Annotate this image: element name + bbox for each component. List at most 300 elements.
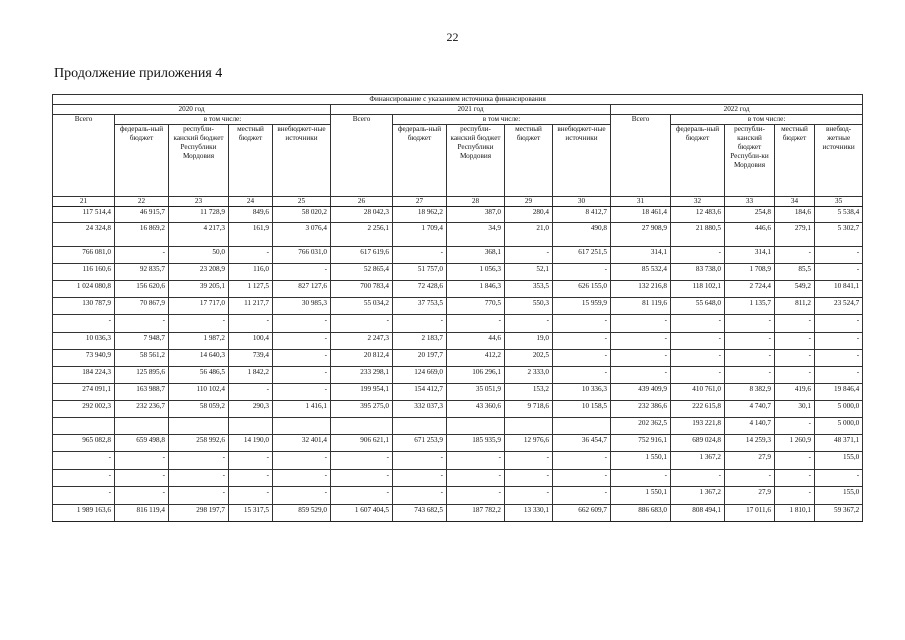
- table-cell: 39 205,1: [169, 281, 229, 298]
- table-row: [53, 435, 863, 452]
- table-cell: -: [393, 315, 447, 333]
- table-cell: 21 880,5: [671, 223, 725, 247]
- table-cell: 8 412,7: [553, 207, 611, 223]
- table-row: [53, 418, 863, 435]
- table-cell: 5 000,0: [815, 418, 863, 435]
- table-cell: 439 409,9: [611, 384, 671, 401]
- table-cell: 743 682,5: [393, 505, 447, 522]
- table-cell: 27 908,9: [611, 223, 671, 247]
- table-cell: 15 959,9: [553, 298, 611, 315]
- table-cell: -: [553, 487, 611, 505]
- table-cell: -: [169, 470, 229, 487]
- table-cell: 849,6: [229, 207, 273, 223]
- table-cell: 827 127,6: [273, 281, 331, 298]
- table-cell: 130 787,9: [53, 298, 115, 315]
- local-budget-2020-header: местный бюджет: [229, 125, 273, 197]
- table-cell: 27,9: [725, 487, 775, 505]
- table-cell: 752 916,1: [611, 435, 671, 452]
- total-2020-header: Всего: [53, 115, 115, 197]
- year-2020-header: 2020 год: [53, 105, 331, 115]
- table-cell: 28 042,3: [331, 207, 393, 223]
- table-cell: 1 709,4: [393, 223, 447, 247]
- column-number: 24: [229, 197, 273, 207]
- year-2021-header: 2021 год: [331, 105, 611, 115]
- table-cell: -: [775, 350, 815, 367]
- table-cell: 124 669,0: [393, 367, 447, 384]
- table-cell: -: [505, 452, 553, 470]
- table-cell: 410 761,0: [671, 384, 725, 401]
- table-cell: 51 757,0: [393, 264, 447, 281]
- table-cell: -: [815, 350, 863, 367]
- table-cell: [331, 418, 393, 435]
- table-cell: -: [505, 470, 553, 487]
- table-row: [53, 350, 863, 367]
- table-cell: 184,6: [775, 207, 815, 223]
- table-cell: 14 640,3: [169, 350, 229, 367]
- table-cell: -: [273, 487, 331, 505]
- table-cell: 659 498,8: [115, 435, 169, 452]
- table-cell: -: [229, 470, 273, 487]
- table-title: Финансирование с указанием источника финансирования: [53, 95, 863, 105]
- column-number: 31: [611, 197, 671, 207]
- table-cell: 314,1: [611, 247, 671, 264]
- table-cell: -: [553, 452, 611, 470]
- table-cell: -: [671, 247, 725, 264]
- table-row: [53, 281, 863, 298]
- table-cell: -: [331, 452, 393, 470]
- total-row: [53, 505, 863, 522]
- table-cell: 70 867,9: [115, 298, 169, 315]
- table-cell: -: [393, 247, 447, 264]
- table-cell: 32 401,4: [273, 435, 331, 452]
- table-cell: 13 330,1: [505, 505, 553, 522]
- table-cell: 1 846,3: [447, 281, 505, 298]
- table-cell: 11 728,9: [169, 207, 229, 223]
- table-cell: 24 324,8: [53, 223, 115, 247]
- extrabudget-2020-header: внебюджет-ные источники: [273, 125, 331, 197]
- table-cell: 46 915,7: [115, 207, 169, 223]
- table-cell: -: [775, 470, 815, 487]
- table-cell: -: [671, 470, 725, 487]
- table-cell: 232 386,6: [611, 401, 671, 418]
- table-cell: 155,0: [815, 487, 863, 505]
- column-number: 33: [725, 197, 775, 207]
- total-2022-header: Всего: [611, 115, 671, 197]
- table-cell: 153,2: [505, 384, 553, 401]
- table-cell: 1 367,2: [671, 452, 725, 470]
- republic-budget-2022-header: республи-канский бюджет Республи-ки Мордовия: [725, 125, 775, 197]
- table-cell: 187 782,2: [447, 505, 505, 522]
- table-cell: 81 119,6: [611, 298, 671, 315]
- table-cell: 20 197,7: [393, 350, 447, 367]
- table-cell: 626 155,0: [553, 281, 611, 298]
- table-cell: 1 708,9: [725, 264, 775, 281]
- table-cell: 37 753,5: [393, 298, 447, 315]
- table-cell: 290,3: [229, 401, 273, 418]
- extrabudget-2022-header: внебюд-жетные источники: [815, 125, 863, 197]
- table-cell: 1 987,2: [169, 333, 229, 350]
- table-cell: 662 609,7: [553, 505, 611, 522]
- table-cell: -: [53, 470, 115, 487]
- including-2021-header: в том числе:: [393, 115, 611, 125]
- table-cell: -: [331, 487, 393, 505]
- table-cell: 1 056,3: [447, 264, 505, 281]
- table-cell: 1 607 404,5: [331, 505, 393, 522]
- table-cell: 85,5: [775, 264, 815, 281]
- table-cell: -: [611, 367, 671, 384]
- table-cell: -: [611, 350, 671, 367]
- including-2022-header: в том числе:: [671, 115, 863, 125]
- table-cell: 118 102,1: [671, 281, 725, 298]
- table-cell: 332 037,3: [393, 401, 447, 418]
- table-cell: -: [331, 315, 393, 333]
- table-cell: -: [393, 487, 447, 505]
- table-cell: 202 362,5: [611, 418, 671, 435]
- table-cell: 549,2: [775, 281, 815, 298]
- table-cell: 110 102,4: [169, 384, 229, 401]
- table-row: [53, 264, 863, 281]
- table-cell: [53, 418, 115, 435]
- column-number: 27: [393, 197, 447, 207]
- table-cell: 739,4: [229, 350, 273, 367]
- table-cell: 314,1: [725, 247, 775, 264]
- table-cell: -: [815, 264, 863, 281]
- table-cell: -: [393, 470, 447, 487]
- table-cell: -: [505, 487, 553, 505]
- table-cell: 886 683,0: [611, 505, 671, 522]
- republic-budget-2021-header: республи-канский бюджет Республики Мордовия: [447, 125, 505, 197]
- table-cell: [393, 418, 447, 435]
- table-cell: 55 648,0: [671, 298, 725, 315]
- table-cell: -: [815, 247, 863, 264]
- table-cell: -: [169, 315, 229, 333]
- page-number: 22: [446, 30, 459, 44]
- table-cell: -: [671, 333, 725, 350]
- table-cell: 222 615,8: [671, 401, 725, 418]
- table-cell: 292 002,3: [53, 401, 115, 418]
- table-cell: 10 036,3: [53, 333, 115, 350]
- table-cell: -: [611, 315, 671, 333]
- table-cell: 550,3: [505, 298, 553, 315]
- table-cell: [169, 418, 229, 435]
- table-row: [53, 367, 863, 384]
- table-cell: 12 976,6: [505, 435, 553, 452]
- table-cell: 199 954,1: [331, 384, 393, 401]
- table-cell: 671 253,9: [393, 435, 447, 452]
- table-cell: 43 360,6: [447, 401, 505, 418]
- table-cell: -: [273, 350, 331, 367]
- table-cell: -: [115, 487, 169, 505]
- federal-budget-2022-header: федераль-ный бюджет: [671, 125, 725, 197]
- table-cell: -: [553, 315, 611, 333]
- table-cell: 2 183,7: [393, 333, 447, 350]
- table-cell: 4 217,3: [169, 223, 229, 247]
- table-row: [53, 470, 863, 487]
- table-cell: 156 620,6: [115, 281, 169, 298]
- table-cell: -: [229, 315, 273, 333]
- table-cell: -: [273, 367, 331, 384]
- table-cell: 808 494,1: [671, 505, 725, 522]
- table-cell: -: [229, 452, 273, 470]
- table-cell: [115, 418, 169, 435]
- table-cell: -: [447, 452, 505, 470]
- table-cell: 30,1: [775, 401, 815, 418]
- table-cell: -: [393, 452, 447, 470]
- table-cell: 2 724,4: [725, 281, 775, 298]
- table-cell: -: [447, 487, 505, 505]
- table-cell: 3 076,4: [273, 223, 331, 247]
- table-cell: -: [115, 247, 169, 264]
- table-cell: 23 208,9: [169, 264, 229, 281]
- table-cell: 1 842,2: [229, 367, 273, 384]
- table-cell: 689 024,8: [671, 435, 725, 452]
- table-cell: 73 940,9: [53, 350, 115, 367]
- table-cell: [505, 418, 553, 435]
- table-cell: 2 256,1: [331, 223, 393, 247]
- table-cell: 811,2: [775, 298, 815, 315]
- table-cell: 906 621,1: [331, 435, 393, 452]
- table-cell: 4 740,7: [725, 401, 775, 418]
- table-cell: 15 317,5: [229, 505, 273, 522]
- table-cell: -: [115, 315, 169, 333]
- table-cell: 700 783,4: [331, 281, 393, 298]
- table-cell: 5 538,4: [815, 207, 863, 223]
- table-cell: 85 532,4: [611, 264, 671, 281]
- table-cell: [273, 418, 331, 435]
- table-cell: 816 119,4: [115, 505, 169, 522]
- table-cell: 83 738,0: [671, 264, 725, 281]
- column-number: 25: [273, 197, 331, 207]
- column-number: 23: [169, 197, 229, 207]
- table-cell: 16 869,2: [115, 223, 169, 247]
- table-cell: 617 251,5: [553, 247, 611, 264]
- column-number: 28: [447, 197, 505, 207]
- table-cell: 1 135,7: [725, 298, 775, 315]
- table-cell: -: [553, 333, 611, 350]
- table-cell: 52,1: [505, 264, 553, 281]
- table-cell: 36 454,7: [553, 435, 611, 452]
- table-cell: -: [273, 452, 331, 470]
- table-cell: -: [553, 470, 611, 487]
- table-cell: 19,0: [505, 333, 553, 350]
- table-row: [53, 401, 863, 418]
- table-cell: 1 024 080,8: [53, 281, 115, 298]
- table-cell: -: [611, 333, 671, 350]
- table-cell: 387,0: [447, 207, 505, 223]
- table-cell: 193 221,8: [671, 418, 725, 435]
- table-cell: 274 091,1: [53, 384, 115, 401]
- table-cell: -: [115, 452, 169, 470]
- table-cell: 1 416,1: [273, 401, 331, 418]
- table-cell: -: [53, 487, 115, 505]
- table-cell: -: [53, 315, 115, 333]
- table-cell: 4 140,7: [725, 418, 775, 435]
- table-row: [53, 452, 863, 470]
- table-cell: 859 529,0: [273, 505, 331, 522]
- table-cell: -: [815, 315, 863, 333]
- table-cell: -: [273, 333, 331, 350]
- table-cell: 30 985,3: [273, 298, 331, 315]
- table-cell: 34,9: [447, 223, 505, 247]
- table-cell: -: [775, 452, 815, 470]
- table-cell: -: [273, 470, 331, 487]
- table-cell: -: [229, 384, 273, 401]
- table-cell: -: [505, 247, 553, 264]
- table-cell: 2 247,3: [331, 333, 393, 350]
- table-cell: 56 486,5: [169, 367, 229, 384]
- table-cell: -: [115, 470, 169, 487]
- table-cell: 490,8: [553, 223, 611, 247]
- table-cell: 279,1: [775, 223, 815, 247]
- table-cell: -: [775, 418, 815, 435]
- table-cell: 617 619,6: [331, 247, 393, 264]
- column-number: 21: [53, 197, 115, 207]
- table-cell: 766 081,0: [53, 247, 115, 264]
- table-row: [53, 207, 863, 223]
- table-cell: 202,5: [505, 350, 553, 367]
- table-cell: -: [273, 264, 331, 281]
- table-cell: 298 197,7: [169, 505, 229, 522]
- table-cell: 233 298,1: [331, 367, 393, 384]
- table-cell: -: [725, 333, 775, 350]
- table-cell: 1 989 163,6: [53, 505, 115, 522]
- table-cell: 232 236,7: [115, 401, 169, 418]
- table-cell: -: [53, 452, 115, 470]
- table-cell: 58 020,2: [273, 207, 331, 223]
- table-cell: -: [815, 470, 863, 487]
- including-2020-header: в том числе:: [115, 115, 331, 125]
- table-cell: 106 296,1: [447, 367, 505, 384]
- table-cell: 412,2: [447, 350, 505, 367]
- table-cell: -: [775, 367, 815, 384]
- table-cell: 395 275,0: [331, 401, 393, 418]
- table-cell: 11 217,7: [229, 298, 273, 315]
- table-cell: -: [775, 487, 815, 505]
- table-cell: 116,0: [229, 264, 273, 281]
- table-cell: -: [815, 333, 863, 350]
- table-cell: 2 333,0: [505, 367, 553, 384]
- table-row: [53, 333, 863, 350]
- table-cell: 185 935,9: [447, 435, 505, 452]
- table-cell: 19 846,4: [815, 384, 863, 401]
- table-cell: 10 336,3: [553, 384, 611, 401]
- table-row: [53, 223, 863, 247]
- federal-budget-2020-header: федераль-ный бюджет: [115, 125, 169, 197]
- table-cell: -: [611, 470, 671, 487]
- table-cell: -: [331, 470, 393, 487]
- local-budget-2022-header: местный бюджет: [775, 125, 815, 197]
- table-cell: 59 367,2: [815, 505, 863, 522]
- table-cell: -: [671, 367, 725, 384]
- table-cell: -: [815, 367, 863, 384]
- federal-budget-2021-header: федераль-ный бюджет: [393, 125, 447, 197]
- table-cell: -: [553, 264, 611, 281]
- table-cell: -: [273, 384, 331, 401]
- table-cell: 1 367,2: [671, 487, 725, 505]
- table-cell: 100,4: [229, 333, 273, 350]
- table-cell: 1 260,9: [775, 435, 815, 452]
- table-cell: 52 865,4: [331, 264, 393, 281]
- table-cell: 446,6: [725, 223, 775, 247]
- table-cell: 5 302,7: [815, 223, 863, 247]
- table-cell: 1 550,1: [611, 487, 671, 505]
- table-cell: -: [725, 367, 775, 384]
- table-cell: [447, 418, 505, 435]
- table-cell: -: [775, 333, 815, 350]
- table-cell: 161,9: [229, 223, 273, 247]
- table-cell: 14 259,3: [725, 435, 775, 452]
- table-cell: 766 031,0: [273, 247, 331, 264]
- table-cell: 18 461,4: [611, 207, 671, 223]
- table-cell: -: [229, 247, 273, 264]
- table-cell: 10 841,1: [815, 281, 863, 298]
- table-cell: [229, 418, 273, 435]
- table-cell: 27,9: [725, 452, 775, 470]
- column-number: 32: [671, 197, 725, 207]
- table-cell: -: [553, 367, 611, 384]
- year-2022-header: 2022 год: [611, 105, 863, 115]
- table-cell: 770,5: [447, 298, 505, 315]
- table-row: [53, 487, 863, 505]
- column-number: 30: [553, 197, 611, 207]
- table-cell: 92 835,7: [115, 264, 169, 281]
- table-cell: 10 158,5: [553, 401, 611, 418]
- table-cell: 1 550,1: [611, 452, 671, 470]
- column-number: 29: [505, 197, 553, 207]
- table-cell: 163 988,7: [115, 384, 169, 401]
- table-cell: 125 895,6: [115, 367, 169, 384]
- table-cell: 9 718,6: [505, 401, 553, 418]
- table-cell: 17 717,0: [169, 298, 229, 315]
- table-cell: 965 082,8: [53, 435, 115, 452]
- table-cell: 58 561,2: [115, 350, 169, 367]
- table-cell: 8 382,9: [725, 384, 775, 401]
- table-cell: 419,6: [775, 384, 815, 401]
- table-cell: 155,0: [815, 452, 863, 470]
- table-cell: 12 483,6: [671, 207, 725, 223]
- column-number: 34: [775, 197, 815, 207]
- table-cell: 353,5: [505, 281, 553, 298]
- extrabudget-2021-header: внебюджет-ные источники: [553, 125, 611, 197]
- table-cell: -: [447, 315, 505, 333]
- column-number: 22: [115, 197, 169, 207]
- table-cell: 258 992,6: [169, 435, 229, 452]
- table-cell: 58 059,2: [169, 401, 229, 418]
- table-cell: -: [725, 470, 775, 487]
- table-cell: 1 127,5: [229, 281, 273, 298]
- table-cell: 5 000,0: [815, 401, 863, 418]
- table-cell: 35 051,9: [447, 384, 505, 401]
- table-cell: -: [725, 315, 775, 333]
- table-cell: 280,4: [505, 207, 553, 223]
- table-cell: 254,8: [725, 207, 775, 223]
- table-cell: -: [775, 315, 815, 333]
- table-cell: 368,1: [447, 247, 505, 264]
- table-cell: -: [447, 470, 505, 487]
- table-cell: -: [169, 487, 229, 505]
- table-cell: -: [229, 487, 273, 505]
- table-cell: 72 428,6: [393, 281, 447, 298]
- table-cell: 7 948,7: [115, 333, 169, 350]
- table-cell: 14 190,0: [229, 435, 273, 452]
- table-cell: -: [169, 452, 229, 470]
- table-cell: 17 011,6: [725, 505, 775, 522]
- table-cell: -: [553, 350, 611, 367]
- table-cell: 116 160,6: [53, 264, 115, 281]
- table-cell: 132 216,8: [611, 281, 671, 298]
- column-numbers-row: [53, 197, 863, 207]
- appendix-continuation-heading: Продолжение приложения 4: [54, 66, 223, 81]
